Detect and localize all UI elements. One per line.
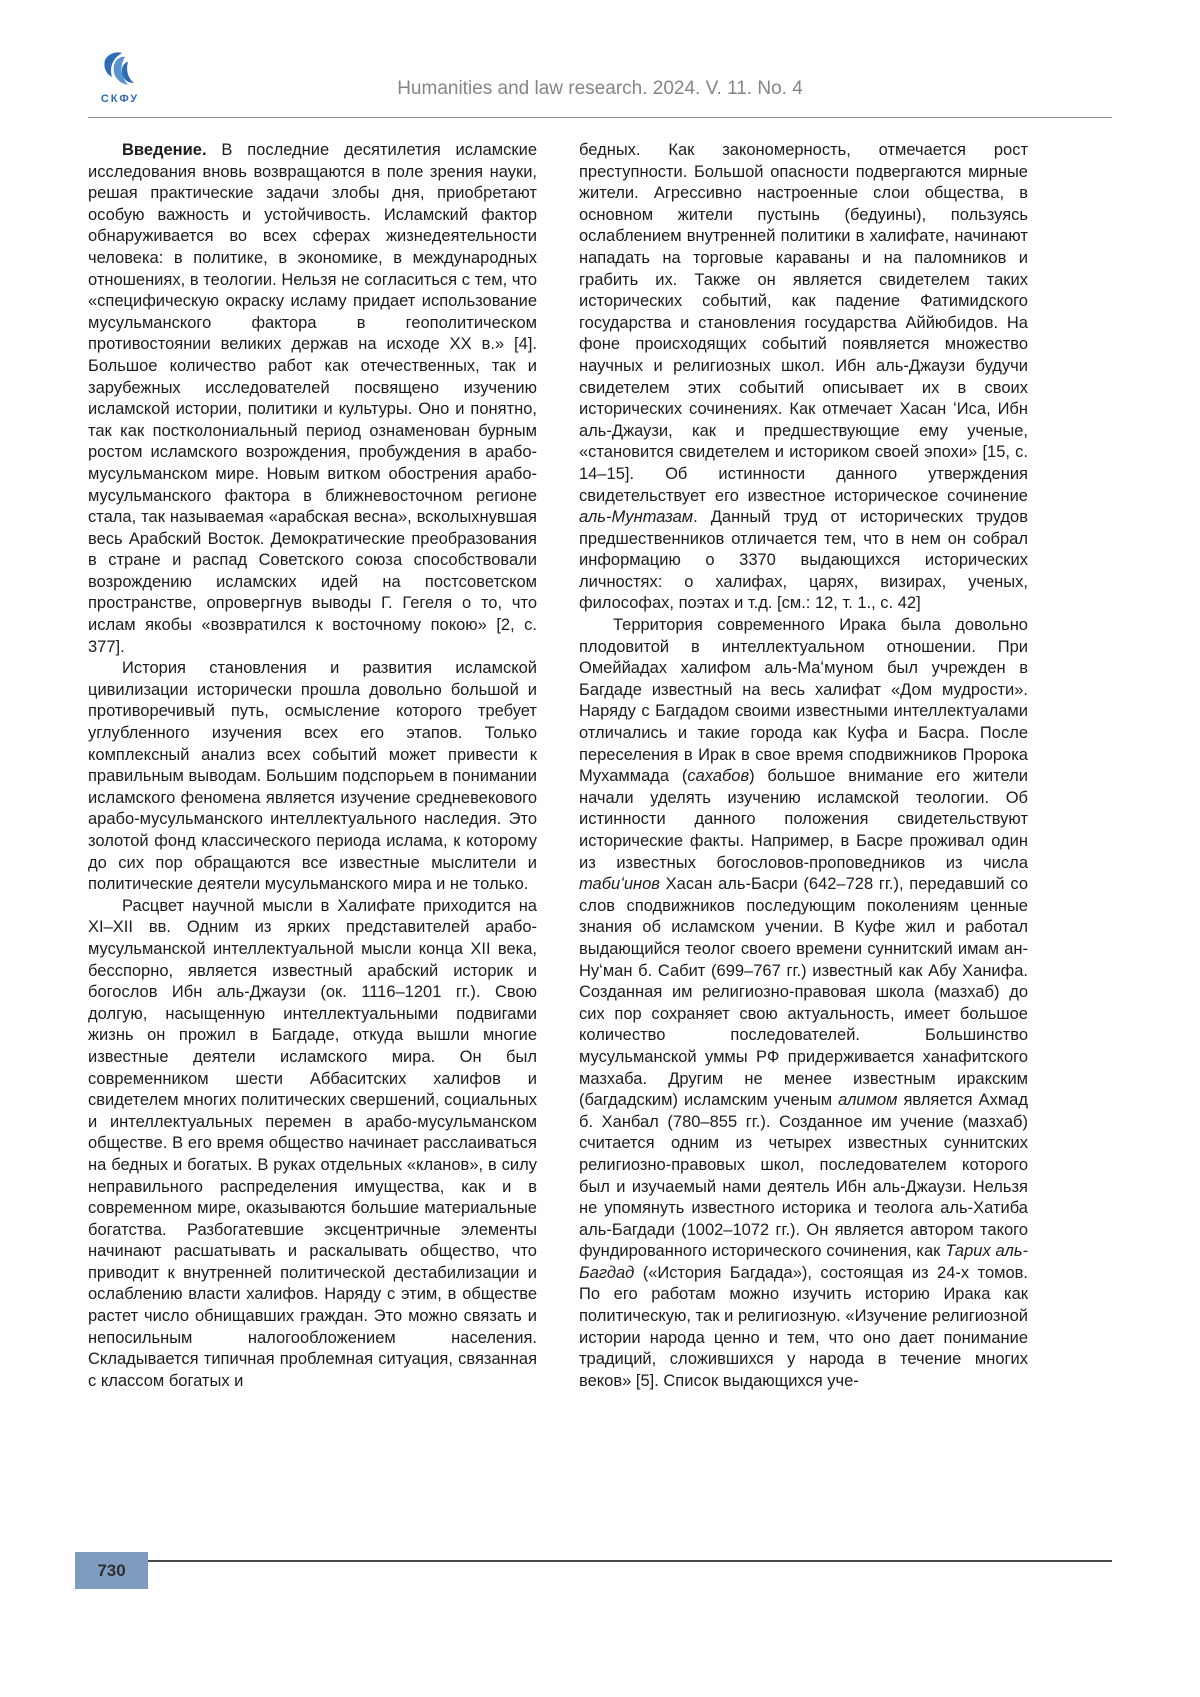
left-column (88, 140, 537, 1392)
italic-text: сахабов (687, 767, 750, 786)
text-run: Хасан аль-Басри (642–728 гг.), передавший со слов сподвижников последующим поколениям ценные знания об исламском учении. В Куфе жил и работал выдающийся теолог своего времени суннитский имам ан-Нуʻман б. Сабит (699–767 гг.) известный как Абу Ханифа. Созданная им религиозно-правовая школа (мазхаб) до сих пор сохраняет свою актуальность, имеет большое количество последователей. Большинство мусульманской уммы РФ придерживается ханафитского мазхаба. Другим не менее известным иракским (багдадским) исламским ученым (579, 875, 1028, 1110)
article-body (88, 140, 1028, 1392)
italic-text: аль-Мунтазам (579, 508, 694, 527)
footer-divider (148, 1560, 1112, 1562)
journal-title: Humanities and law research. 2024. V. 11. No. 4 (397, 78, 803, 99)
italic-text: табиʻинов (579, 875, 660, 894)
header-divider (88, 117, 1112, 118)
text-run: Территория современного Ирака была довольно плодовитой в интеллектуальном отношении. При Омеййадах халифом аль-Маʻмуном был учрежден в Багдаде известный на весь халифат «Дом мудрости». Наряду с Багдадом своими известными интеллектуалами отличались и такие города как Куфа и Басра. После переселения в Ирак в свое время сподвижников Пророка Мухаммада ( (579, 616, 1028, 786)
paragraph (579, 140, 1028, 615)
text-run: («История Багдада»), состоящая из 24-х томов. По его работам можно изучить историю Ирака как политическую, так и религиозную. «Изучение религиозной истории народа ценно и тем, что оно дает понимание традиций, сложившихся у народа в течение многих веков» [5]. Список выдающихся уче- (579, 1263, 1028, 1390)
text-run: История становления и развития исламской цивилизации исторически прошла довольно большой и противоречивый путь, осмысление которого требует углубленного изучения всех его этапов. Только комплексный анализ всех событий может привести к правильным выводам. Большим подспорьем в понимании исламского феномена является изучение средневекового арабо-мусульманского интеллектуального наследия. Это золотой фонд классического периода ислама, к которому до сих пор обращаются все известные мыслители и политические деятели мусульманского мира и не только. (88, 659, 537, 894)
text-run: . Данный труд от исторических трудов предшественников отличается тем, что в нем он собрал информацию о 3370 выдающихся исторических личностях: о халифах, царях, визирах, ученых, философах, поэтах и т.д. [см.: 12, т. 1., с. 42] (579, 508, 1028, 613)
paragraph (88, 140, 537, 658)
page-number-badge: 730 (75, 1552, 148, 1589)
paragraph (579, 615, 1028, 1392)
text-run: бедных. Как закономерность, отмечается рост преступности. Большой опасности подвергаются мирные жители. Агрессивно настроенные слои общества, в основном жители пустынь (бедуины), пользуясь ослаблением внутренней политики в халифате, начинают нападать на торговые караваны и на паломников и грабить их. Также он является свидетелем таких исторических событий, как падение Фатимидского государства и становления государства Аййюбидов. На фоне происходящих событий появляется множество научных и религиозных школ. Ибн аль-Джаузи будучи свидетелем этих событий описывает их в своих исторических сочинениях. Как отмечает Хасан ʻИса, Ибн аль-Джаузи, как и предшествующие ему ученые, «становится свидетелем и историком своей эпохи» [15, с. 14–15]. Об истинности данного утверждения свидетельствует его известное историческое сочинение (579, 141, 1028, 505)
italic-text: алимом (838, 1091, 898, 1110)
bold-text: Введение. (122, 141, 207, 159)
paragraph (88, 896, 537, 1393)
text-run: В последние десятилетия исламские исследования вновь возвращаются в поле зрения науки, решая практические задачи злобы дня, приобретают особую важность и устойчивость. Исламский фактор обнаруживается во всех сферах жизнедеятельности человека: в политике, в экономике, в международных отношениях, в теологии. Нельзя не согласиться с тем, что «специфическую окраску исламу придает использование мусульманского фактора в геополитическом противостоянии великих держав на исходе XX в.» [4]. Большое количество работ как отечественных, так и зарубежных исследователей посвящено изучению исламской истории, политики и культуры. Оно и понятно, так как постколониальный период ознаменован бурным ростом исламского возрождения, пробуждения в арабо-мусульманском мире. Новым витком обострения арабо-мусульманского фактора в ближневосточном регионе стала, так называемая «арабская весна», всколыхнувшая весь Арабский Восток. Демократические преобразования в стране и распад Советского союза способствовали возрождению исламских идей на постсоветском пространстве, опровергнув выводы Г. Гегеля о то, что ислам якобы «возвратился к восточному покою» [2, с. 377]. (88, 141, 537, 656)
text-run: ) большое внимание его жители начали уделять изучению исламской теологии. Об истинности данного положения свидетельствуют исторические факты. Например, в Басре проживал один из известных богословов-проповедников из числа (579, 767, 1028, 872)
text-run: Расцвет научной мысли в Халифате приходится на XI–XII вв. Одним из ярких представителей арабо-мусульманской интеллектуальной мысли конца XII века, бесспорно, является известный арабский историк и богослов Ибн аль-Джаузи (ок. 1116–1201 гг.). Свою долгую, насыщенную интеллектуальными подвигами жизнь он прожил в Багдаде, откуда вышли многие известные деятели исламского мира. Он был современником шести Аббаситских халифов и свидетелем многих политических свершений, социальных и интеллектуальных перемен в арабо-мусульманском обществе. В его время общество начинает расслаиваться на бедных и богатых. В руках отдельных «кланов», в силу неправильного распределения имущества, как и в современном мире, оказываются большие материальные богатства. Разбогатевшие эксцентричные элементы начинают расшатывать и раскалывать общество, что приводит к внутренней политической дестабилизации и ослаблению власти халифов. Наряду с этим, в обществе растет число обнищавших граждан. Это можно связать и непосильным налогообложением населения. Складывается типичная проблемная ситуация, связанная с классом богатых и (88, 896, 537, 1390)
text-run: является Ахмад б. Ханбал (780–855 гг.). Созданное им учение (мазхаб) считается одним из четырех известных суннитских религиозно-правовых школ, последователем которого был и изучаемый нами деятель Ибн аль-Джаузи. Нельзя не упомянуть известного историка и теолога аль-Хатиба аль-Багдади (1002–1072 гг.). Он является автором такого фундированного исторического сочинения, как (579, 1091, 1028, 1261)
skfu-logo-text: СКФУ (100, 93, 140, 105)
paragraph (88, 658, 537, 896)
right-column (579, 140, 1028, 1392)
italic-text: Тарих аль-Багдад (579, 1242, 1028, 1282)
